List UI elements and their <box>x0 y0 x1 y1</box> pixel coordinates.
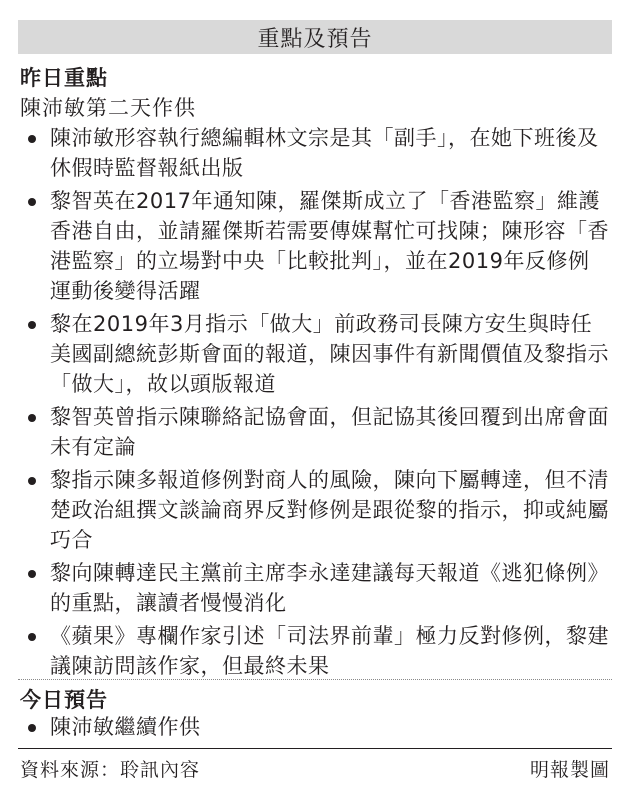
bullet-icon <box>28 633 36 641</box>
page-title: 重點及預告 <box>257 26 373 52</box>
list-item-text: 黎智英曾指示陳聯絡記協會面，但記協其後回覆到出席會面未有定論 <box>50 405 609 459</box>
list-item <box>28 712 201 742</box>
list-item <box>28 186 610 306</box>
list-item-text: 陳沛敏形容執行總編輯林文宗是其「副手」，在她下班後及休假時監督報紙出版 <box>50 126 599 180</box>
bullet-icon <box>28 724 36 732</box>
list-item-text: 《蘋果》專欄作家引述「司法界前輩」極力反對修例，黎建議陳訪問該作家，但最終未果 <box>50 624 609 678</box>
section-divider <box>18 679 612 680</box>
list-item-text: 陳沛敏繼續作供 <box>50 715 201 739</box>
list-item <box>28 558 610 618</box>
bullet-icon <box>28 135 36 143</box>
list-item-text: 黎在2019年3月指示「做大」前政務司長陳方安生與時任美國副總統彭斯會面的報道，陳因事件有新聞價值及黎指示「做大」，故以頭版報道 <box>50 312 609 396</box>
list-item <box>28 309 610 399</box>
list-item <box>28 402 610 462</box>
list-item <box>28 621 610 681</box>
footer-divider <box>18 748 612 749</box>
bullet-icon <box>28 321 36 329</box>
bullet-icon <box>28 570 36 578</box>
list-item <box>28 465 610 555</box>
bullet-icon <box>28 198 36 206</box>
footer-source: 資料來源：聆訊內容 <box>20 759 201 781</box>
today-list <box>28 712 201 742</box>
footer-credit: 明報製圖 <box>529 759 610 781</box>
header-bar <box>18 20 612 54</box>
today-heading: 今日預告 <box>20 688 108 712</box>
list-item <box>28 123 610 183</box>
yesterday-list <box>28 123 610 684</box>
bullet-icon <box>28 477 36 485</box>
yesterday-subheading: 陳沛敏第二天作供 <box>20 96 196 120</box>
bullet-icon <box>28 414 36 422</box>
list-item-text: 黎指示陳多報道修例對商人的風險，陳向下屬轉達，但不清楚政治組撰文談論商界反對修例是跟從黎的指示，抑或純屬巧合 <box>50 468 609 552</box>
list-item-text: 黎智英在2017年通知陳，羅傑斯成立了「香港監察」維護香港自由，並請羅傑斯若需要傳媒幫忙可找陳；陳形容「香港監察」的立場對中央「比較批判」，並在2019年反修例運動後變得活躍 <box>50 189 609 303</box>
yesterday-heading: 昨日重點 <box>20 66 108 90</box>
list-item-text: 黎向陳轉達民主黨前主席李永達建議每天報道《逃犯條例》的重點，讓讀者慢慢消化 <box>50 561 609 615</box>
